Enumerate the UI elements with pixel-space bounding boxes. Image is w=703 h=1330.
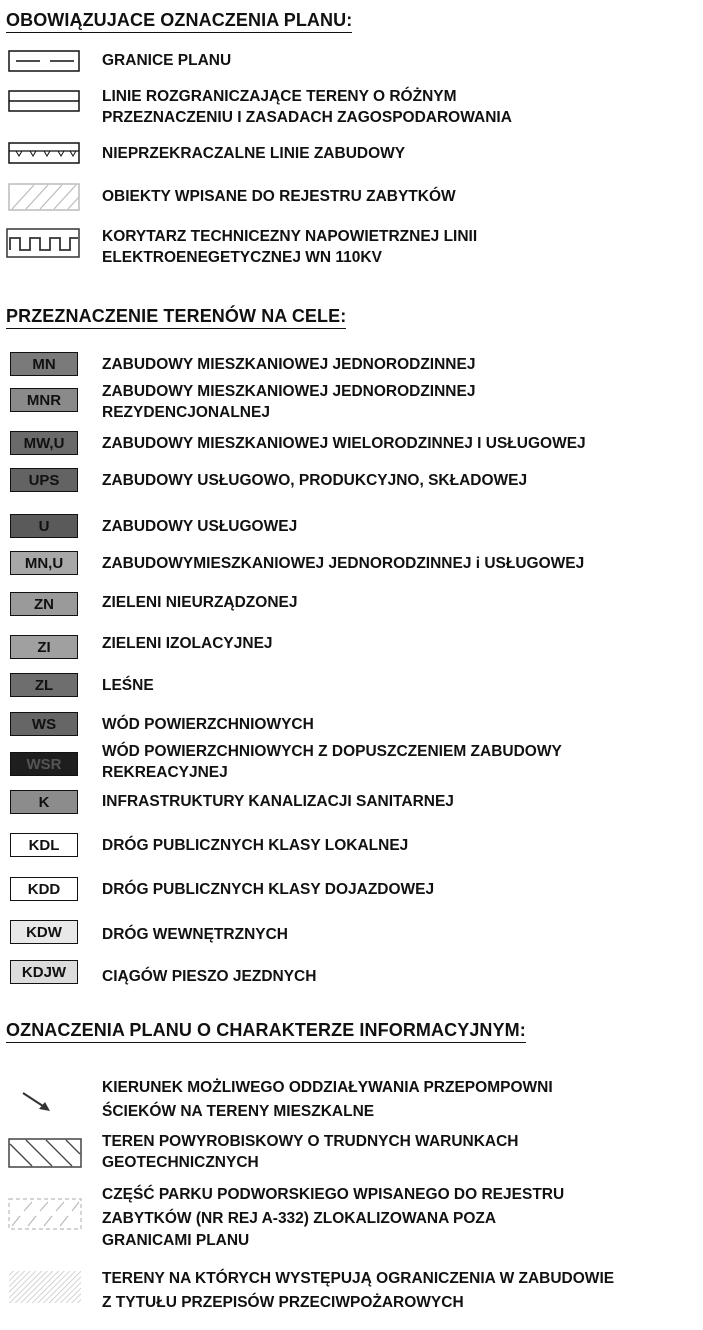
label-building-lines: NIEPRZEKRACZALNE LINIE ZABUDOWY xyxy=(102,145,406,162)
swatch-zl: ZL xyxy=(10,673,78,697)
swatch-k: K xyxy=(10,790,78,814)
swatch-zn: ZN xyxy=(10,592,78,616)
swatch-mnu: MN,U xyxy=(10,551,78,575)
label-zi: ZIELENI IZOLACYJNEJ xyxy=(102,635,273,652)
label-manor-park-2: ZABYTKÓW (NR REJ A-332) ZLOKALIZOWANA POZA xyxy=(102,1210,497,1227)
fine-hatch-icon xyxy=(8,1270,82,1304)
label-ups: ZABUDOWY USŁUGOWO, PRODUKCYJNO, SKŁADOWEJ xyxy=(102,472,528,489)
swatch-kdw: KDW xyxy=(10,920,78,944)
label-fire-restrictions: TERENY NA KTÓRYCH WYSTĘPUJĄ OGRANICZENIA W ZABUDOWIE xyxy=(102,1270,615,1287)
label-post-mining: TEREN POWYROBISKOWY O TRUDNYCH WARUNKACH xyxy=(102,1133,519,1150)
label-k: INFRASTRUKTURY KANALIZACJI SANITARNEJ xyxy=(102,793,454,810)
label-mwu: ZABUDOWY MIESZKANIOWEJ WIELORODZINNEJ I USŁUGOWEJ xyxy=(102,435,586,452)
label-wsr-2: REKREACYJNEJ xyxy=(102,764,228,781)
label-mnr-2: REZYDENCJONALNEJ xyxy=(102,404,270,421)
swatch-mwu: MW,U xyxy=(10,431,78,455)
building-line-icon xyxy=(8,142,80,164)
swatch-kdjw: KDJW xyxy=(10,960,78,984)
heading-binding: OBOWIĄZUJACE OZNACZENIA PLANU: xyxy=(6,10,352,33)
diagonal-hatch-icon xyxy=(8,1138,82,1168)
label-mnu: ZABUDOWYMIESZKANIOWEJ JEDNORODZINNEJ i USŁUGOWEJ xyxy=(102,555,585,572)
label-power-corridor: KORYTARZ TECHNICEZNY NAPOWIETRZNEJ LINII xyxy=(102,228,478,245)
label-zn: ZIELENI NIEURZĄDZONEJ xyxy=(102,594,298,611)
label-pump-impact-2: ŚCIEKÓW NA TERENY MIESZKALNE xyxy=(102,1103,375,1120)
swatch-mn: MN xyxy=(10,352,78,376)
heading-purpose: PRZEZNACZENIE TERENÓW NA CELE: xyxy=(6,306,346,329)
label-manor-park: CZĘŚĆ PARKU PODWORSKIEGO WPISANEGO DO REJESTRU xyxy=(102,1186,565,1203)
swatch-wsr: WSR xyxy=(10,752,78,776)
label-u: ZABUDOWY USŁUGOWEJ xyxy=(102,518,298,535)
arrow-icon xyxy=(20,1090,56,1116)
label-mnr: ZABUDOWY MIESZKANIOWEJ JEDNORODZINNEJ xyxy=(102,383,476,400)
label-pump-impact: KIERUNEK MOŻLIWEGO ODDZIAŁYWANIA PRZEPOMPOWNI xyxy=(102,1079,553,1096)
label-demarcation-lines-2: PRZEZNACZENIU I ZASADACH ZAGOSPODAROWANIA xyxy=(102,109,512,126)
label-heritage-objects: OBIEKTY WPISANE DO REJESTRU ZABYTKÓW xyxy=(102,188,456,205)
label-mn: ZABUDOWY MIESZKANIOWEJ JEDNORODZINNEJ xyxy=(102,356,476,373)
label-kdd: DRÓG PUBLICZNYCH KLASY DOJAZDOWEJ xyxy=(102,881,435,898)
dashed-line-icon xyxy=(8,50,80,72)
label-kdw: DRÓG WEWNĘTRZNYCH xyxy=(102,926,288,943)
label-kdjw: CIĄGÓW PIESZO JEZDNYCH xyxy=(102,968,317,985)
swatch-u: U xyxy=(10,514,78,538)
label-zl: LEŚNE xyxy=(102,677,154,694)
label-demarcation-lines: LINIE ROZGRANICZAJĄCE TERENY O RÓŻNYM xyxy=(102,88,457,105)
dashed-hatch-icon xyxy=(8,1198,82,1230)
swatch-ups: UPS xyxy=(10,468,78,492)
label-plan-boundary: GRANICE PLANU xyxy=(102,52,232,69)
swatch-zi: ZI xyxy=(10,635,78,659)
swatch-ws: WS xyxy=(10,712,78,736)
swatch-mnr: MNR xyxy=(10,388,78,412)
label-post-mining-2: GEOTECHNICZNYCH xyxy=(102,1154,259,1171)
hatched-heritage-icon xyxy=(8,183,80,211)
label-fire-restrictions-2: Z TYTUŁU PRZEPISÓW PRZECIWPOŻAROWYCH xyxy=(102,1294,464,1311)
label-kdl: DRÓG PUBLICZNYCH KLASY LOKALNEJ xyxy=(102,837,409,854)
label-wsr: WÓD POWIERZCHNIOWYCH Z DOPUSZCZENIEM ZABUDOWY xyxy=(102,743,562,760)
power-corridor-icon xyxy=(6,228,80,258)
swatch-kdd: KDD xyxy=(10,877,78,901)
swatch-kdl: KDL xyxy=(10,833,78,857)
label-power-corridor-2: ELEKTROENEGETYCZNEJ WN 110KV xyxy=(102,249,382,266)
heading-informational: OZNACZENIA PLANU O CHARAKTERZE INFORMACYJNYM: xyxy=(6,1020,526,1043)
label-manor-park-3: GRANICAMI PLANU xyxy=(102,1232,250,1249)
double-line-icon xyxy=(8,90,80,112)
label-ws: WÓD POWIERZCHNIOWYCH xyxy=(102,716,314,733)
